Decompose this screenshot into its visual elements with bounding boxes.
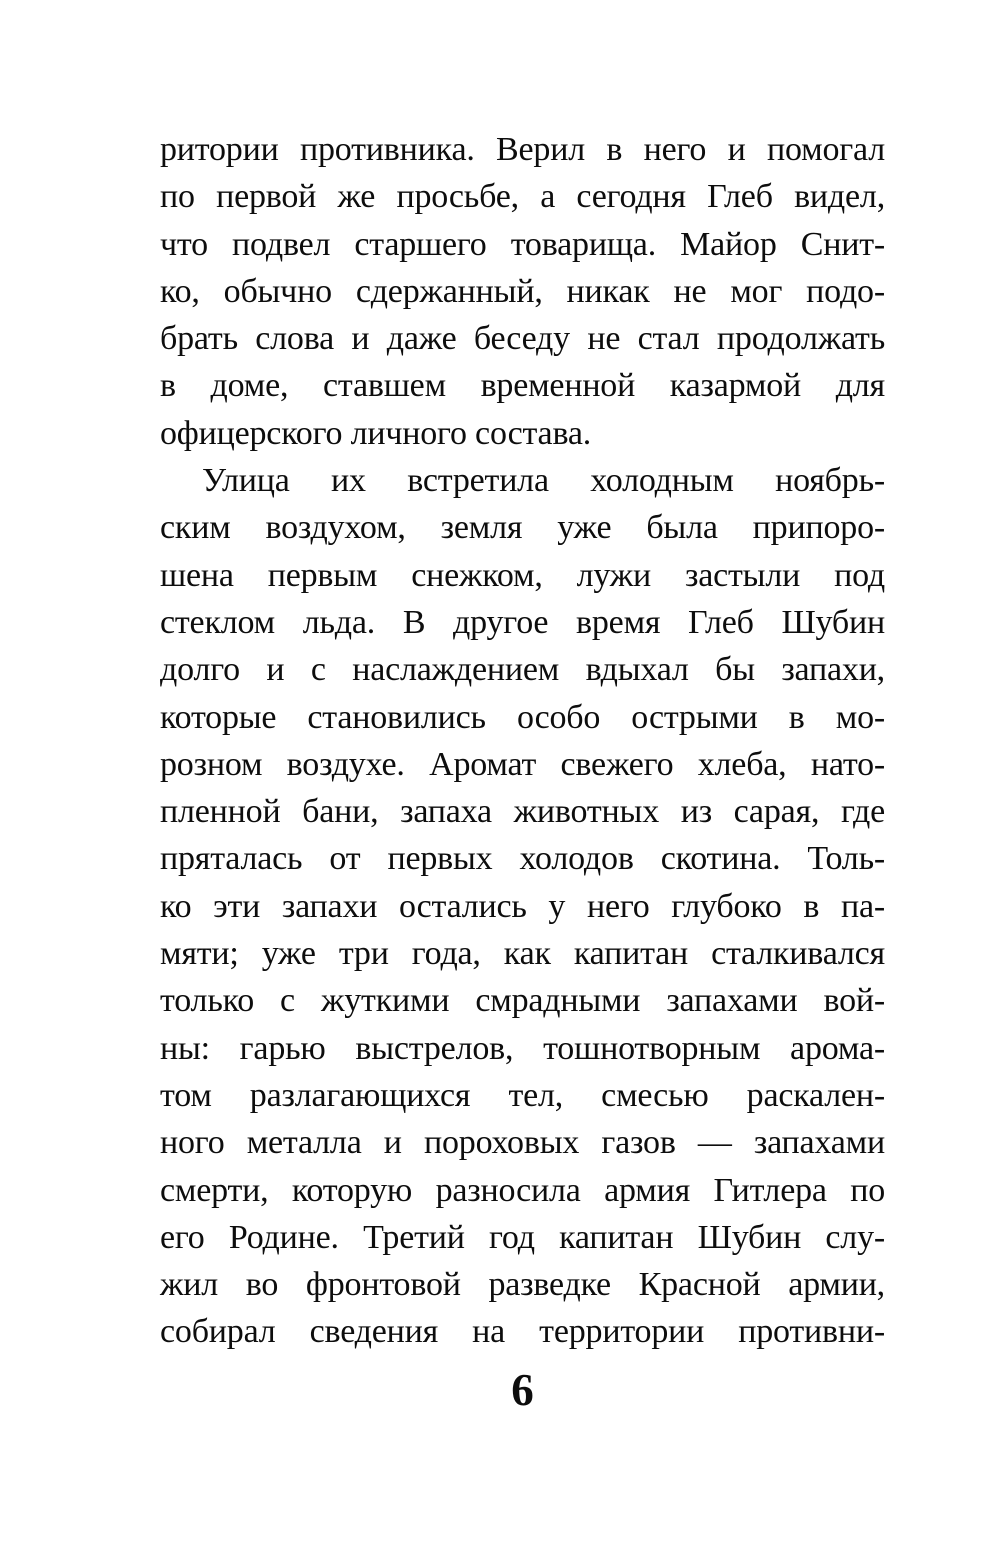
text-line: что подвел старшего товарища. Майор Снит- <box>160 225 885 263</box>
page-text-block <box>160 126 885 1356</box>
text-line: шена первым снежком, лужи застыли под <box>160 556 885 594</box>
text-line: жил во фронтовой разведке Красной армии, <box>160 1266 885 1304</box>
text-line: ны: гарью выстрелов, тошнотворным арома- <box>160 1029 885 1067</box>
text-line: по первой же просьбе, а сегодня Глеб видел, <box>160 178 885 216</box>
text-line: ко эти запахи остались у него глубоко в па- <box>160 887 885 925</box>
text-line: его Родине. Третий год капитан Шубин слу- <box>160 1218 885 1256</box>
text-line: Улица их встретила холодным ноябрь- <box>202 462 885 500</box>
text-line: собирал сведения на территории противни- <box>160 1313 885 1351</box>
text-line: ским воздухом, земля уже была припоро- <box>160 509 885 547</box>
text-line: только с жуткими смрадными запахами вой- <box>160 982 885 1020</box>
text-line: пленной бани, запаха животных из сарая, где <box>160 793 885 831</box>
text-line: смерти, которую разносила армия Гитлера по <box>160 1171 885 1209</box>
text-line: в доме, ставшем временной казармой для <box>160 367 885 405</box>
text-line: пряталась от первых холодов скотина. Толь- <box>160 840 885 878</box>
text-line: офицерского личного состава. <box>160 414 592 452</box>
text-line: том разлагающихся тел, смесью раскален- <box>160 1076 885 1114</box>
text-line: ко, обычно сдержанный, никак не мог подо- <box>160 272 885 310</box>
text-line: ритории противника. Верил в него и помогал <box>160 131 885 168</box>
text-line: ного металла и пороховых газов — запахами <box>160 1124 885 1162</box>
text-line: стеклом льда. В другое время Глеб Шубин <box>160 603 885 641</box>
text-line: которые становились особо острыми в мо- <box>160 698 885 736</box>
text-line: розном воздухе. Аромат свежего хлеба, нато- <box>160 745 885 783</box>
text-line: брать слова и даже беседу не стал продолжать <box>160 320 885 358</box>
text-line: долго и с наслаждением вдыхал бы запахи, <box>160 651 885 689</box>
page-number: 6 <box>511 1365 534 1415</box>
text-line: мяти; уже три года, как капитан сталкивался <box>160 935 885 973</box>
